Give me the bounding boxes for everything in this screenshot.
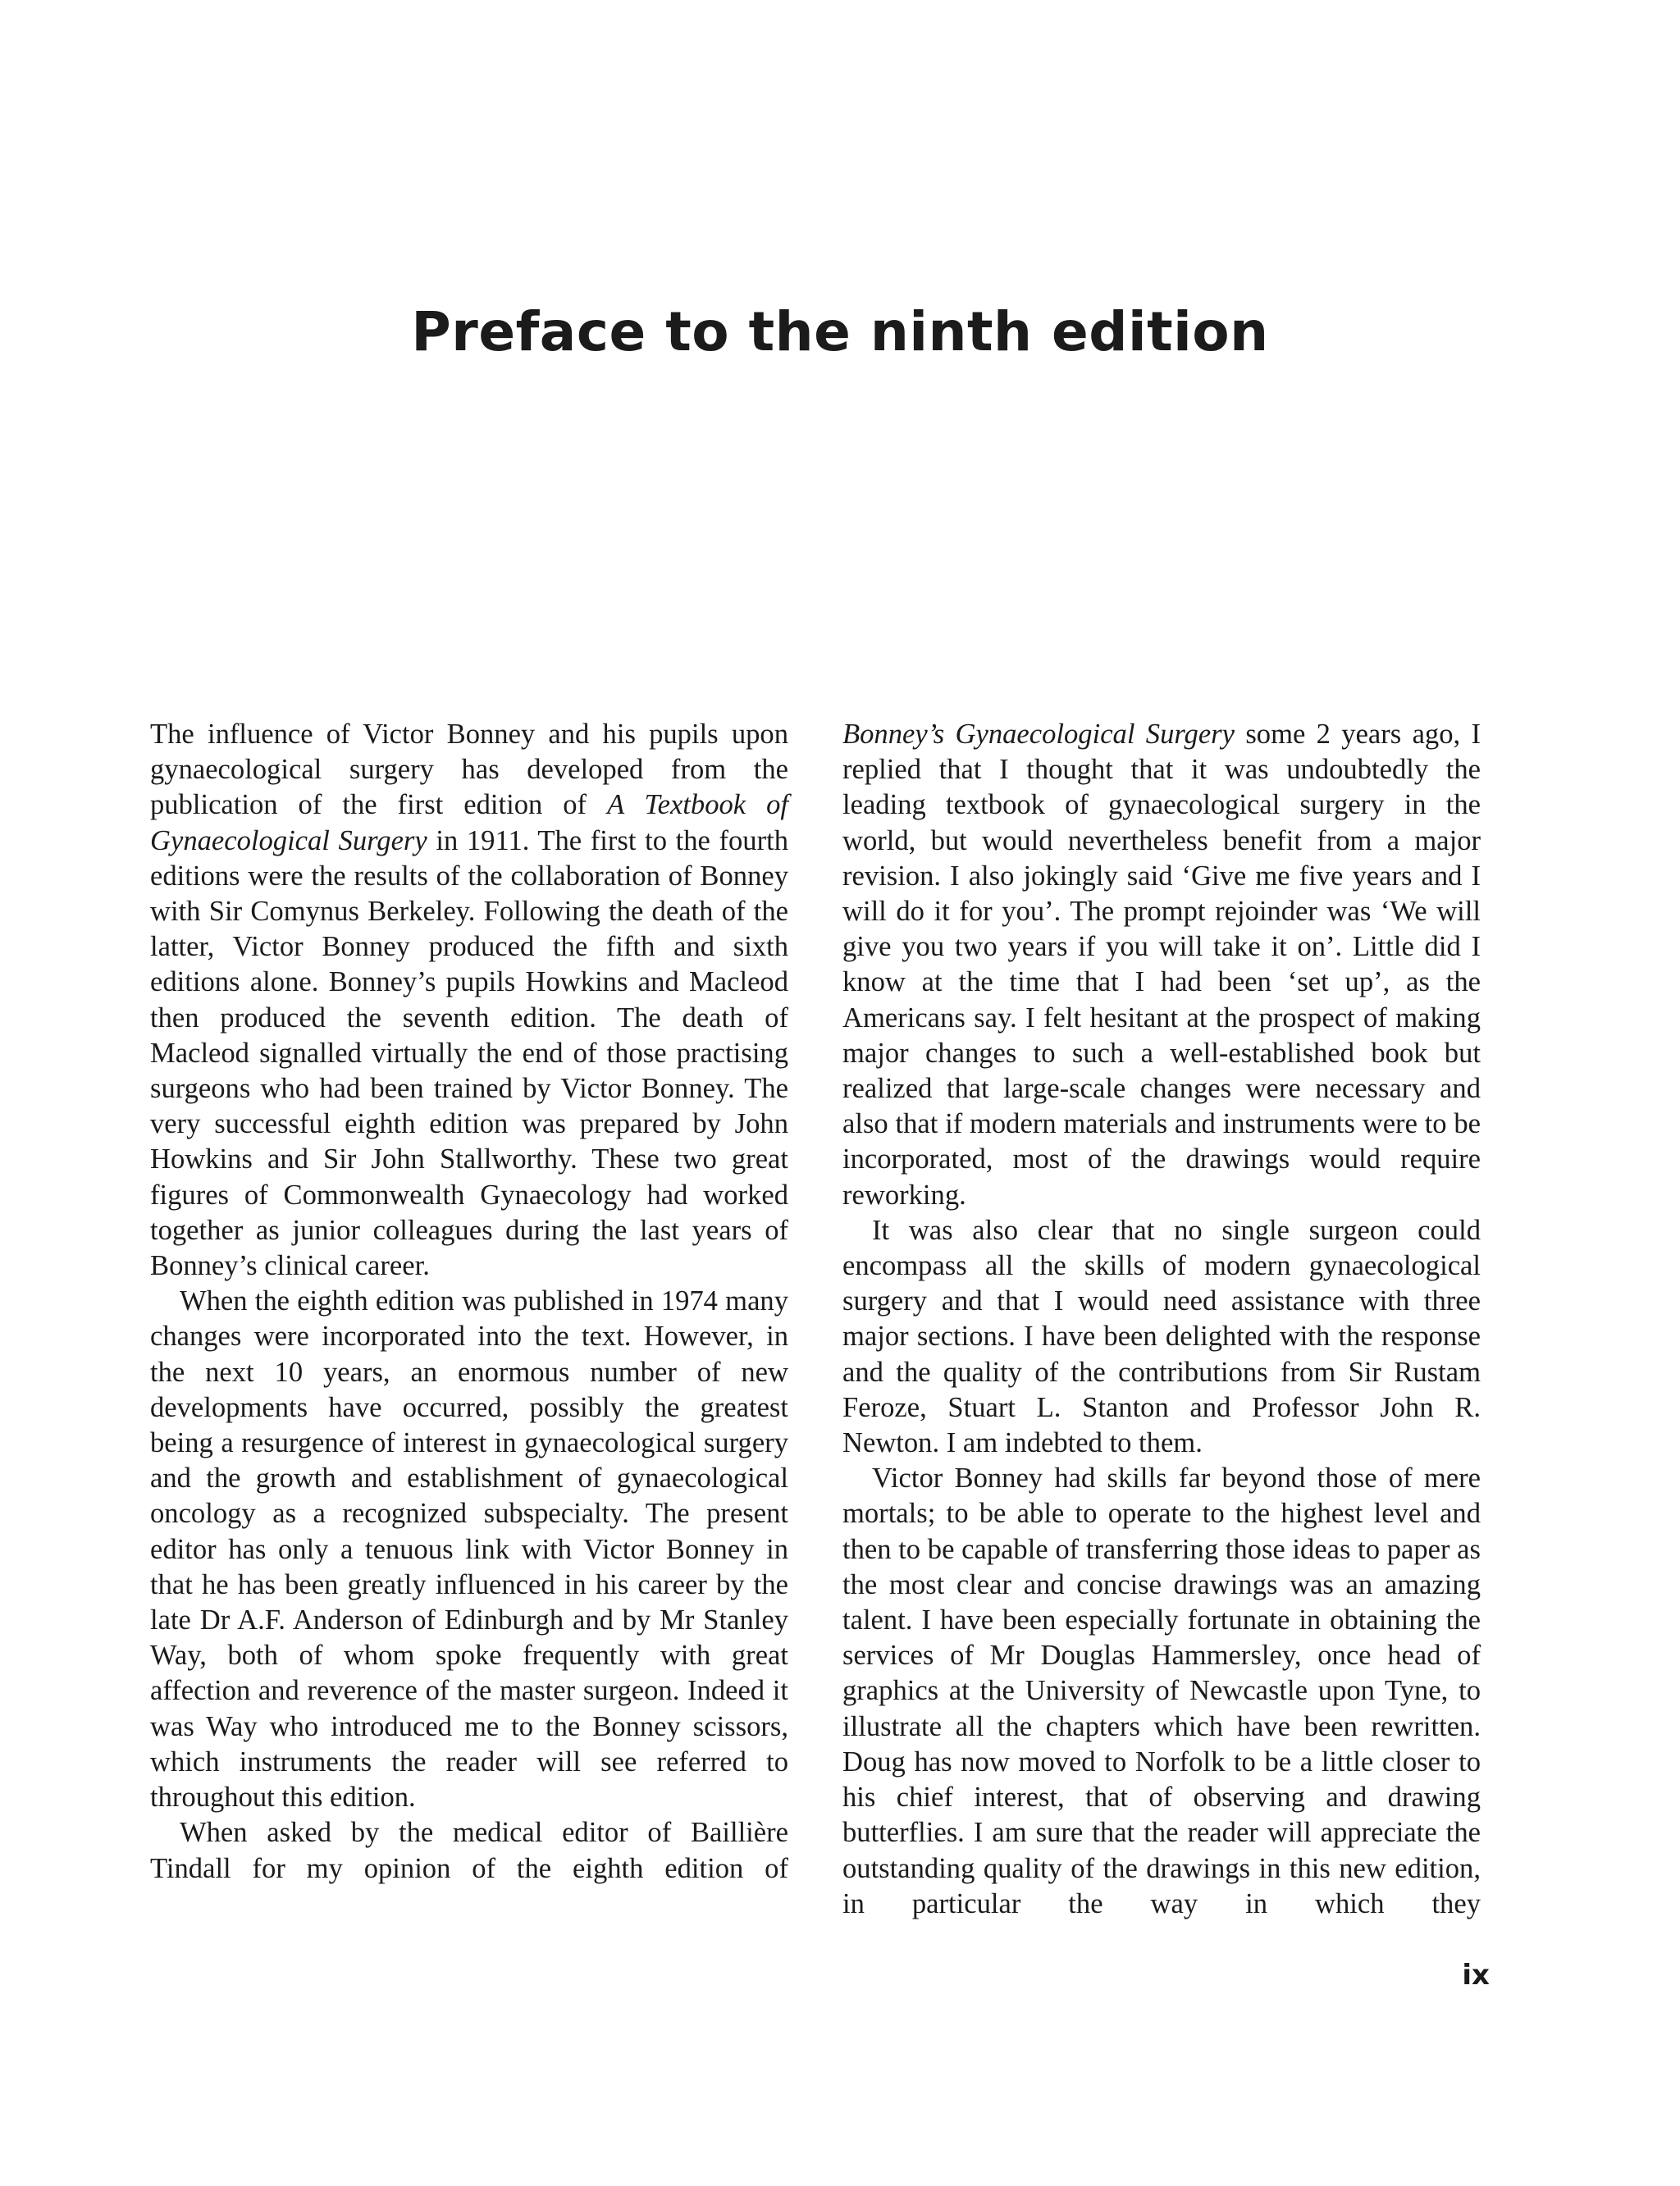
book-title: Bonney’s Gynaecological Surgery [842, 719, 1235, 750]
paragraph [842, 717, 1481, 1213]
paragraph-text: The influence of Victor Bonney and his pupils upon gynaecological surgery has developed from the publication of the first edition of [150, 719, 788, 821]
paragraph: It was also clear that no single surgeon could encompass all the skills of modern gynaecological surgery and that I would need assistance with three major sections. I have been delighted with the response and the quality of the contributions from Sir Rustam Feroze, Stuart L. Stanton and Professor John R. Newton. I am indebted to them. [842, 1214, 1481, 1459]
paragraph [150, 717, 788, 1284]
book-title: A Textbook of Gynaecological Surgery [150, 789, 788, 856]
page-number: ix [1462, 1959, 1490, 1992]
left-column [150, 717, 788, 1887]
paragraph: Victor Bonney had skills far beyond those of mere mortals; to be able to operate to the highest level and then to be capable of transferring those ideas to paper as the most clear and concise drawings was an amazing talent. I have been especially fortunate in obtaining the services of Mr Douglas Hammersley, once head of graphics at the University of Newcastle upon Tyne, to illustrate all the chapters which have been rewritten. Doug has now moved to Norfolk to be a little closer to his chief interest, that of observing and drawing butterflies. I am sure that the reader will appreciate the outstanding quality of the drawings in this new edition, in particular the way in which they [842, 1463, 1481, 1919]
paragraph: When the eighth edition was published in 1974 many changes were incorporated into the text. However, in the next 10 years, an enormous number of new developments have occurred, possibly the greatest being a resurgence of interest in gynaecological surgery and the growth and establishment of gynaecological oncology as a recognized subspecialty. The present editor has only a tenuous link with Victor Bonney in that he has been greatly influenced in his career by the late Dr A.F. Anderson of Edinburgh and by Mr Stanley Way, both of whom spoke frequently with great affection and reverence of the master surgeon. Indeed it was Way who introduced me to the Bonney scissors, which instruments the reader will see referred to throughout this edition. [150, 1285, 788, 1814]
paragraph: When asked by the medical editor of Baillière Tindall for my opinion of the eighth edition of [150, 1817, 788, 1884]
paragraph-text: some 2 years ago, I replied that I thought that it was undoubtedly the leading textbook of gynaecological surgery in the world, but would nevertheless benefit from a major revision. I also jokingly said ‘Give me five years and I will do it for you’. The prompt rejoinder was ‘We will give you two years if you will take it on’. Little did I know at the time that I had been ‘set up’, as the Americans say. I felt hesitant at the prospect of making major changes to such a well-established book but realized that large-scale changes were necessary and also that if modern materials and instruments were to be incorporated, most of the drawings would require reworking. [842, 719, 1481, 1211]
paragraph-text: in 1911. The first to the fourth editions were the results of the collaboration of Bonney with Sir Comynus Berkeley. Following the death of the latter, Victor Bonney produced the fifth and sixth editions alone. Bonney’s pupils Howkins and Macleod then produced the seventh edition. The death of Macleod signalled virtually the end of those practising surgeons who had been trained by Victor Bonney. The very successful eighth edition was prepared by John Howkins and Sir John Stallworthy. These two great figures of Commonwealth Gynaecology had worked together as junior colleagues during the last years of Bonney’s clinical career. [150, 824, 788, 1282]
right-column [842, 717, 1481, 1922]
page-title: Preface to the ninth edition [411, 300, 1269, 363]
